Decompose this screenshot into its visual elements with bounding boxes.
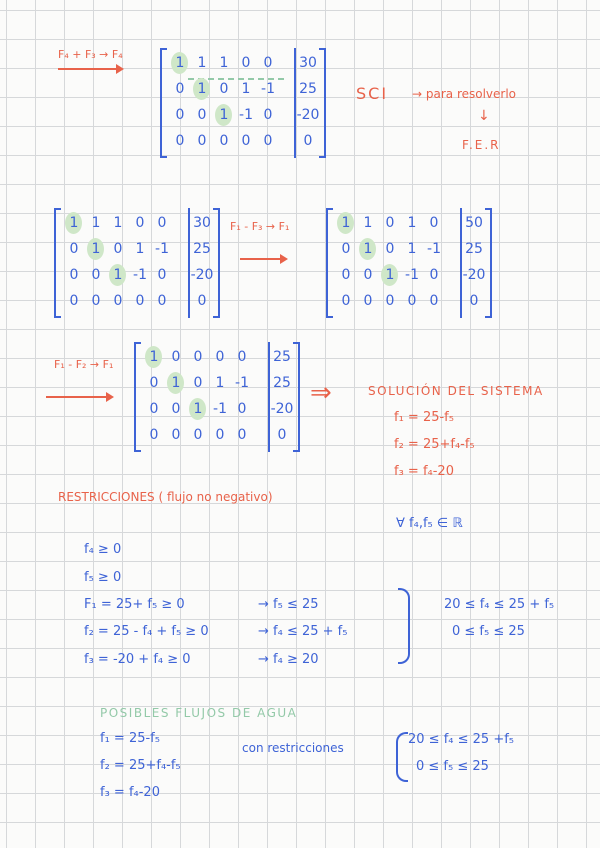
matrix-2 bbox=[54, 208, 220, 318]
restriction-f5: f₅ ≥ 0 bbox=[84, 570, 122, 585]
augmented-value: 0 bbox=[469, 293, 479, 309]
matrix-entry: 1 bbox=[106, 262, 130, 288]
matrix-entry: -1 bbox=[235, 375, 249, 391]
matrix-entry: 0 bbox=[215, 349, 225, 365]
left-bracket bbox=[134, 342, 141, 452]
matrix-entry: 0 bbox=[157, 293, 167, 309]
augmented-value: -20 bbox=[270, 401, 294, 417]
matrix-entry: 0 bbox=[407, 293, 417, 309]
matrix-entry: 1 bbox=[363, 215, 373, 231]
matrix-entry: 0 bbox=[135, 293, 145, 309]
matrix-entry: 1 bbox=[241, 81, 251, 97]
matrix-entry: 0 bbox=[91, 267, 101, 283]
row-operation-3: F₁ - F₂ → F₁ bbox=[54, 358, 114, 371]
matrix-entry: 1 bbox=[212, 102, 236, 128]
row-operation-2: F₁ - F₃ → F₁ bbox=[230, 220, 290, 233]
restriction-f3: f₃ = -20 + f₄ ≥ 0 bbox=[84, 652, 191, 667]
matrix-entry: 0 bbox=[91, 293, 101, 309]
arrow-right-icon bbox=[240, 258, 286, 260]
matrix-entry: 1 bbox=[135, 241, 145, 257]
augmented-value: 25 bbox=[465, 241, 483, 257]
matrix-entry: 0 bbox=[429, 215, 439, 231]
matrix-entry: 0 bbox=[241, 55, 251, 71]
left-bracket bbox=[326, 208, 333, 318]
matrix-entry: 0 bbox=[341, 241, 351, 257]
restriction-f1: F₁ = 25+ f₅ ≥ 0 bbox=[84, 597, 185, 612]
matrix-entry: 1 bbox=[113, 215, 123, 231]
matrix-entry: 0 bbox=[219, 133, 229, 149]
matrix-entry: 1 bbox=[334, 210, 358, 236]
matrix-entry: 0 bbox=[237, 349, 247, 365]
matrix-entry: 0 bbox=[363, 293, 373, 309]
matrix-1 bbox=[160, 48, 326, 158]
with-restrictions-label: con restricciones bbox=[242, 741, 344, 755]
sci-label: SCI bbox=[356, 84, 389, 103]
matrix-entry: 1 bbox=[190, 76, 214, 102]
matrix-entry: 0 bbox=[241, 133, 251, 149]
augmented-value: 0 bbox=[277, 427, 287, 443]
augmented-value: -20 bbox=[296, 107, 320, 123]
flows-title: POSIBLES FLUJOS DE AGUA bbox=[100, 706, 298, 720]
flow-f2: f₂ = 25+f₄-f₅ bbox=[100, 758, 181, 773]
augmented-value: -20 bbox=[462, 267, 486, 283]
augmented-value: 30 bbox=[193, 215, 211, 231]
matrix-entry: 0 bbox=[385, 215, 395, 231]
down-arrow-icon: ↓ bbox=[478, 108, 490, 124]
augmented-value: 0 bbox=[197, 293, 207, 309]
matrix-4 bbox=[134, 342, 300, 452]
matrix-entry: 0 bbox=[175, 133, 185, 149]
constraint-f4: 20 ≤ f₄ ≤ 25 +f₅ bbox=[408, 732, 514, 747]
solution-f2: f₂ = 25+f₄-f₅ bbox=[394, 437, 475, 452]
matrix-entry: 1 bbox=[84, 236, 108, 262]
matrix-entry: 0 bbox=[385, 241, 395, 257]
matrix-entry: 1 bbox=[186, 396, 210, 422]
restriction-f1-result: → f₅ ≤ 25 bbox=[258, 597, 319, 612]
matrix-entry: 1 bbox=[407, 241, 417, 257]
matrix-entry: 1 bbox=[407, 215, 417, 231]
matrix-entry: 0 bbox=[197, 107, 207, 123]
matrix-entry: 1 bbox=[91, 215, 101, 231]
right-bracket bbox=[293, 342, 300, 452]
matrix-entry: 0 bbox=[157, 267, 167, 283]
matrix-entry: 1 bbox=[164, 370, 188, 396]
matrix-entry: 0 bbox=[135, 215, 145, 231]
flow-f1: f₁ = 25-f₅ bbox=[100, 731, 160, 746]
matrix-entry: 0 bbox=[385, 293, 395, 309]
summary-f4: 20 ≤ f₄ ≤ 25 + f₅ bbox=[444, 597, 555, 612]
flow-f3: f₃ = f₄-20 bbox=[100, 785, 160, 800]
matrix-entry: -1 bbox=[261, 81, 275, 97]
matrix-entry: 0 bbox=[175, 81, 185, 97]
row-operation-1: F₄ + F₃ → F₄ bbox=[58, 48, 123, 61]
matrix-entry: 1 bbox=[62, 210, 86, 236]
matrix-entry: 1 bbox=[215, 375, 225, 391]
restriction-f2-result: → f₄ ≤ 25 + f₅ bbox=[258, 624, 348, 639]
matrix-entry: 1 bbox=[219, 55, 229, 71]
augmented-value: 25 bbox=[273, 349, 291, 365]
matrix-entry: 0 bbox=[69, 241, 79, 257]
matrix-entry: 1 bbox=[378, 262, 402, 288]
matrix-entry: 0 bbox=[263, 55, 273, 71]
left-brace bbox=[396, 732, 408, 782]
arrow-right-icon bbox=[46, 396, 112, 398]
summary-f5: 0 ≤ f₅ ≤ 25 bbox=[452, 624, 525, 639]
matrix-entry: 0 bbox=[113, 293, 123, 309]
right-bracket bbox=[319, 48, 326, 158]
restriction-f2: f₂ = 25 - f₄ + f₅ ≥ 0 bbox=[84, 624, 209, 639]
arrow-right-icon bbox=[58, 68, 122, 70]
matrix-entry: 0 bbox=[197, 133, 207, 149]
matrix-entry: -1 bbox=[133, 267, 147, 283]
matrix-entry: 1 bbox=[197, 55, 207, 71]
matrix-entry: 0 bbox=[175, 107, 185, 123]
matrix-entry: 0 bbox=[263, 133, 273, 149]
matrix-entry: 0 bbox=[149, 401, 159, 417]
left-bracket bbox=[54, 208, 61, 318]
right-bracket bbox=[213, 208, 220, 318]
matrix-entry: 1 bbox=[142, 344, 166, 370]
implies-arrow-icon: ⇒ bbox=[310, 378, 332, 408]
matrix-entry: 0 bbox=[219, 81, 229, 97]
solution-title: SOLUCIÓN DEL SISTEMA bbox=[368, 384, 544, 398]
augmented-value: 50 bbox=[465, 215, 483, 231]
matrix-entry: -1 bbox=[427, 241, 441, 257]
matrix-entry: 0 bbox=[215, 427, 225, 443]
matrix-entry: 0 bbox=[171, 427, 181, 443]
solution-f3: f₃ = f₄-20 bbox=[394, 464, 454, 479]
forall-note: ∀ f₄,f₅ ∈ ℝ bbox=[396, 516, 463, 531]
matrix-entry: -1 bbox=[155, 241, 169, 257]
right-brace bbox=[398, 588, 410, 664]
matrix-entry: 0 bbox=[429, 293, 439, 309]
matrix-entry: 0 bbox=[193, 349, 203, 365]
augmented-value: 30 bbox=[299, 55, 317, 71]
augmented-value: -20 bbox=[190, 267, 214, 283]
matrix-entry: 0 bbox=[193, 427, 203, 443]
restriction-f3-result: → f₄ ≥ 20 bbox=[258, 652, 319, 667]
augmented-value: 25 bbox=[299, 81, 317, 97]
matrix-entry: 0 bbox=[69, 267, 79, 283]
matrix-entry: -1 bbox=[405, 267, 419, 283]
constraint-f5: 0 ≤ f₅ ≤ 25 bbox=[416, 759, 489, 774]
restriction-f4: f₄ ≥ 0 bbox=[84, 542, 122, 557]
matrix-entry: 0 bbox=[69, 293, 79, 309]
matrix-entry: 0 bbox=[149, 427, 159, 443]
matrix-entry: 0 bbox=[429, 267, 439, 283]
matrix-entry: 0 bbox=[171, 401, 181, 417]
matrix-entry: 0 bbox=[263, 107, 273, 123]
restrictions-title: RESTRICCIONES ( flujo no negativo) bbox=[58, 490, 273, 504]
matrix-entry: 0 bbox=[363, 267, 373, 283]
left-bracket bbox=[160, 48, 167, 158]
matrix-entry: 0 bbox=[341, 267, 351, 283]
matrix-entry: 0 bbox=[193, 375, 203, 391]
matrix-entry: 0 bbox=[113, 241, 123, 257]
matrix-entry: 0 bbox=[341, 293, 351, 309]
matrix-entry: 0 bbox=[149, 375, 159, 391]
matrix-entry: 0 bbox=[237, 401, 247, 417]
matrix-entry: 0 bbox=[237, 427, 247, 443]
resolve-note: → para resolverlo bbox=[412, 87, 517, 101]
right-bracket bbox=[485, 208, 492, 318]
matrix-entry: -1 bbox=[213, 401, 227, 417]
augmented-value: 25 bbox=[273, 375, 291, 391]
augmented-value: 25 bbox=[193, 241, 211, 257]
matrix-entry: -1 bbox=[239, 107, 253, 123]
fer-label: F.E.R bbox=[462, 138, 501, 152]
matrix-entry: 0 bbox=[171, 349, 181, 365]
augmented-value: 0 bbox=[303, 133, 313, 149]
matrix-entry: 0 bbox=[157, 215, 167, 231]
matrix-entry: 1 bbox=[356, 236, 380, 262]
matrix-entry: 1 bbox=[168, 50, 192, 76]
matrix-3 bbox=[326, 208, 492, 318]
solution-f1: f₁ = 25-f₅ bbox=[394, 410, 454, 425]
